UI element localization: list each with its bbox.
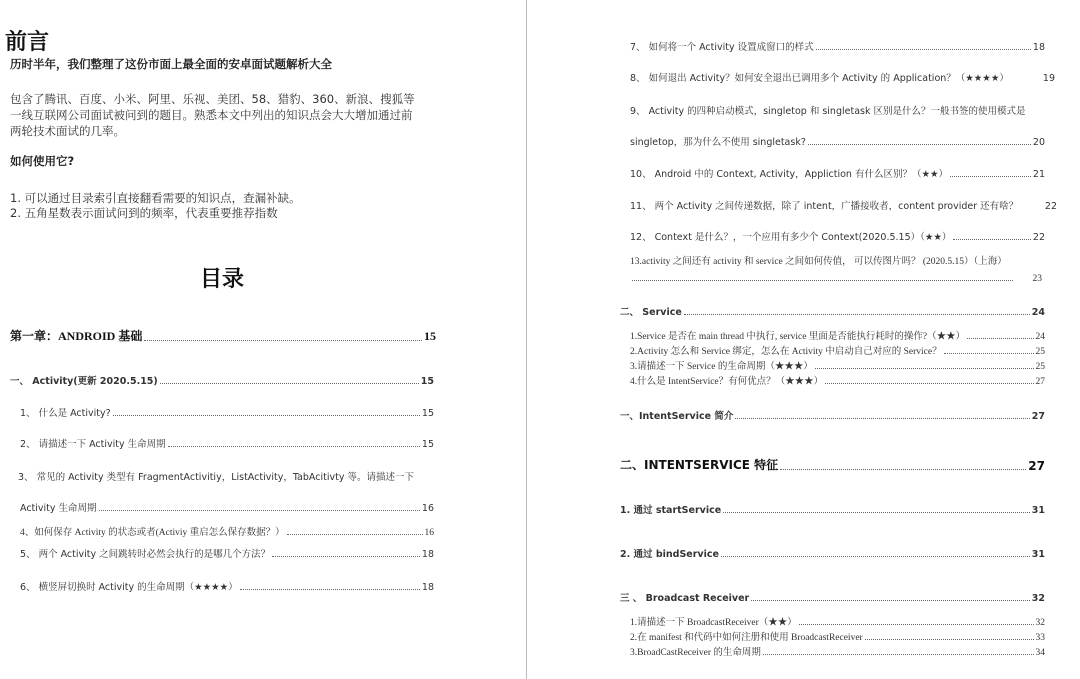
toc-page: 20 xyxy=(1032,137,1045,148)
preface-paragraph-line: 一线互联网公司面试被问到的题目。熟悉本文中列出的知识点会大大增加通过前 xyxy=(10,108,413,122)
toc-item[interactable] xyxy=(630,134,1045,148)
tip-line: 1. 可以通过目录索引直接翻看需要的知识点，查漏补缺。 xyxy=(10,191,301,205)
leader-dots xyxy=(144,340,422,341)
toc-item[interactable] xyxy=(630,70,1055,84)
toc-page: 15 xyxy=(420,376,434,387)
toc-page: 24 xyxy=(1035,332,1045,342)
leader-dots xyxy=(723,512,1030,513)
leader-dots xyxy=(287,534,423,535)
toc-page: 25 xyxy=(1035,347,1045,357)
toc-label: 2、 请描述一下 Activity 生命周期 xyxy=(20,439,166,450)
toc-page: 32 xyxy=(1031,593,1045,604)
toc-page: 31 xyxy=(1031,549,1045,560)
toc-title: 目录 xyxy=(200,267,245,292)
leader-dots xyxy=(160,383,419,384)
leader-dots xyxy=(825,383,1033,384)
leader-dots xyxy=(113,415,420,416)
toc-item[interactable] xyxy=(20,405,434,419)
toc-page: 18 xyxy=(1032,42,1045,53)
toc-page: 22 xyxy=(1032,232,1045,243)
toc-label: 11、 两个 Activity 之间传递数据，除了 intent，广播接收者，content provider 还有啥？ xyxy=(630,201,1019,212)
leader-dots xyxy=(99,510,420,511)
toc-label: 10、 Android 中的 Context, Activity，Appliction 有什么区别？（★★） xyxy=(630,169,948,180)
toc-item[interactable] xyxy=(630,166,1045,180)
leader-dots xyxy=(272,556,420,557)
page-divider xyxy=(526,0,527,679)
toc-page: 22 xyxy=(1044,201,1057,212)
toc-section[interactable] xyxy=(620,408,1045,422)
toc-item[interactable] xyxy=(630,644,1045,658)
toc-label: 一、 Activity(更新 2020.5.15) xyxy=(10,376,158,387)
toc-page: 16 xyxy=(421,503,434,514)
how-to-use-heading: 如何使用它? xyxy=(10,154,75,168)
toc-item[interactable] xyxy=(630,103,1055,117)
leader-dots xyxy=(684,314,1030,315)
toc-item[interactable] xyxy=(630,358,1045,372)
toc-label: 第一章：ANDROID 基础 xyxy=(10,329,143,343)
leader-dots xyxy=(780,469,1026,470)
toc-item[interactable] xyxy=(20,436,434,450)
leader-dots xyxy=(967,338,1033,339)
toc-label: 二、INTENTSERVICE 特征 xyxy=(620,458,779,472)
toc-page: 23 xyxy=(1032,274,1042,284)
leader-dots xyxy=(735,418,1029,419)
toc-item[interactable] xyxy=(630,198,1057,212)
toc-section[interactable] xyxy=(620,502,1045,516)
toc-page: 15 xyxy=(421,408,434,419)
toc-page: 21 xyxy=(1032,169,1045,180)
toc-label: 7、 如何将一个 Activity 设置成窗口的样式 xyxy=(630,42,814,53)
toc-item[interactable] xyxy=(630,629,1045,643)
toc-item[interactable] xyxy=(18,469,436,483)
toc-label: 3.请描述一下 Service 的生命周期（★★★） xyxy=(630,362,813,372)
toc-section[interactable] xyxy=(620,546,1045,560)
preface-paragraph-line: 包含了腾讯、百度、小米、阿里、乐视、美团、58、猎豹、360、新浪、搜狐等 xyxy=(10,92,415,106)
toc-label: 二、 Service xyxy=(620,307,682,318)
leader-dots xyxy=(808,144,1031,145)
toc-page: 15 xyxy=(424,329,436,343)
toc-label: 一、IntentService 简介 xyxy=(620,411,734,422)
leader-dots xyxy=(168,446,420,447)
toc-page: 16 xyxy=(424,528,434,538)
tip-line: 2. 五角星数表示面试问到的频率，代表重要推荐指数 xyxy=(10,206,278,220)
toc-section[interactable] xyxy=(620,590,1045,604)
toc-label: 5、 两个 Activity 之间跳转时必然会执行的是哪几个方法？ xyxy=(20,549,271,560)
toc-page: 31 xyxy=(1031,505,1045,516)
leader-dots xyxy=(240,589,420,590)
preface-paragraph-line: 两轮技术面试的几率。 xyxy=(10,124,125,138)
toc-page: 18 xyxy=(421,582,434,593)
toc-label: 13.activity 之间还有 activity 和 service 之间如何传值， 可以传图片吗？ (2020.5.15）（上海） xyxy=(630,257,1007,267)
leader-dots xyxy=(865,639,1034,640)
leader-dots xyxy=(632,280,1013,281)
toc-page: 34 xyxy=(1035,648,1045,658)
toc-label: 三 、 Broadcast Receiver xyxy=(620,593,750,604)
toc-item[interactable] xyxy=(630,270,1042,284)
leader-dots xyxy=(799,624,1034,625)
toc-label: 4、如何保存 Activity 的状态或者(Activiy 重启怎么保存数据？） xyxy=(20,528,285,538)
toc-chapter[interactable] xyxy=(10,328,436,344)
intro-text: 历时半年，我们整理了这份市面上最全面的安卓面试题解析大全 xyxy=(10,57,332,71)
preface-title: 前言 xyxy=(5,30,50,55)
toc-label: 1. 通过 startService xyxy=(620,505,722,516)
leader-dots xyxy=(815,368,1034,369)
toc-label: 2.Activity 怎么和 Service 绑定，怎么在 Activity 中启动自己对应的 Service？ xyxy=(630,347,942,357)
toc-item[interactable] xyxy=(630,614,1045,628)
toc-label: 8、 如何退出 Activity？如何安全退出已调用多个 Activity 的 Application？（★★★★） xyxy=(630,73,1009,84)
toc-page: 27 xyxy=(1028,459,1045,473)
toc-item[interactable] xyxy=(20,500,434,514)
toc-label: 3.BroadCastReceiver 的生命周期 xyxy=(630,648,761,658)
toc-label: singletop，那为什么不使用 singletask? xyxy=(630,137,806,148)
toc-label: 9、 Activity 的四种启动模式，singletop 和 singletask 区别是什么？一般书签的使用模式是 xyxy=(630,106,1026,117)
toc-item[interactable] xyxy=(20,546,434,560)
toc-section[interactable] xyxy=(620,304,1045,318)
toc-page: 24 xyxy=(1031,307,1045,318)
toc-item[interactable] xyxy=(20,579,434,593)
toc-page: 32 xyxy=(1035,618,1045,628)
toc-page: 15 xyxy=(421,439,434,450)
leader-dots xyxy=(953,239,1030,240)
toc-item[interactable] xyxy=(630,343,1045,357)
toc-label: 1.Service 是否在 main thread 中执行, service 里面是否能执行耗时的操作?（★★） xyxy=(630,332,966,342)
toc-page: 19 xyxy=(1042,73,1055,84)
leader-dots xyxy=(816,49,1031,50)
toc-label: 2.在 manifest 和代码中如何注册和使用 BroadcastReceiver xyxy=(630,633,863,643)
leader-dots xyxy=(950,176,1031,177)
toc-label: 4.什么是 IntentService？有何优点？（★★★） xyxy=(630,377,824,387)
toc-label: Activity 生命周期 xyxy=(20,503,97,514)
toc-item[interactable] xyxy=(630,373,1045,387)
toc-label: 3、 常见的 Activity 类型有 FragmentActivitiy，ListActivity，TabAcitivty 等。请描述一下 xyxy=(18,472,414,483)
toc-chapter[interactable] xyxy=(620,457,1045,473)
toc-page: 27 xyxy=(1031,411,1045,422)
toc-label: 1.请描述一下 BroadcastReceiver（★★） xyxy=(630,618,797,628)
leader-dots xyxy=(721,556,1030,557)
toc-page: 25 xyxy=(1035,362,1045,372)
toc-label: 12、 Context 是什么？，一个应用有多少个 Context(2020.5.15）（★★） xyxy=(630,232,952,243)
toc-item[interactable] xyxy=(20,524,434,538)
toc-page: 33 xyxy=(1035,633,1045,643)
toc-label: 2. 通过 bindService xyxy=(620,549,719,560)
toc-label: 6、 横竖屏切换时 Activity 的生命周期（★★★★） xyxy=(20,582,238,593)
leader-dots xyxy=(763,654,1034,655)
toc-item[interactable] xyxy=(630,39,1045,53)
toc-label: 1、 什么是 Activity? xyxy=(20,408,111,419)
leader-dots xyxy=(944,353,1034,354)
leader-dots xyxy=(751,600,1030,601)
toc-page: 27 xyxy=(1035,377,1045,387)
toc-item[interactable] xyxy=(630,253,1055,267)
toc-item[interactable] xyxy=(630,229,1045,243)
toc-page: 18 xyxy=(421,549,434,560)
toc-section[interactable] xyxy=(10,373,434,387)
toc-item[interactable] xyxy=(630,328,1045,342)
